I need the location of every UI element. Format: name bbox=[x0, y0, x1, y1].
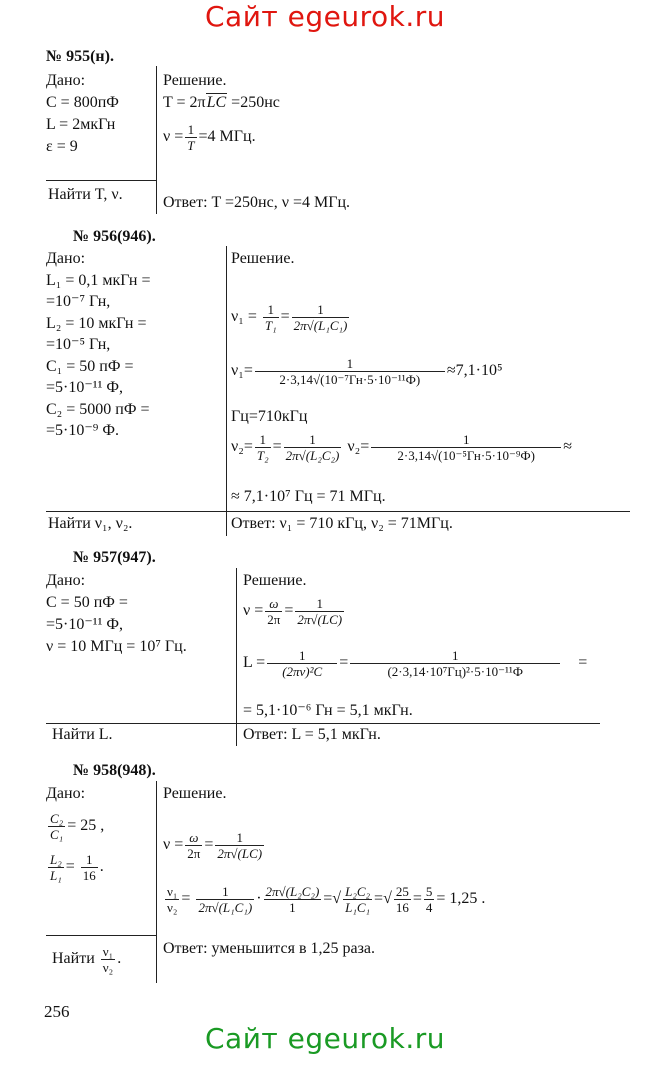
problem-956-line-3: Гц=710кГц bbox=[231, 408, 308, 425]
site-footer[interactable]: Сайт egeurok.ru bbox=[205, 1022, 445, 1055]
problem-958-find: Найти $\frac{\text{ν₁}}{\text{ν₂}}$ . bbox=[52, 944, 122, 975]
problem-955-answer: Ответ: T =250нс, ν =4 МГц. bbox=[163, 194, 351, 211]
given-label: Дано: bbox=[46, 72, 86, 89]
problem-957-line-2: L = $\frac{1}{\text{(2πν)²C}}$ = 1 (2·3,14·10⁷Гц)²·5·10⁻¹¹Ф = bbox=[243, 648, 588, 679]
problem-957-number: № 957(947). bbox=[73, 549, 156, 566]
divider-vertical bbox=[156, 781, 157, 983]
solution-label: Решение. bbox=[163, 72, 227, 89]
solution-label: Решение. bbox=[163, 785, 227, 802]
given-line: C₁ = 50 пФ = bbox=[46, 357, 134, 375]
problem-958-line-1: ν = $\frac{\omega}{2\pi}$ = $\frac{1}{2\pi√(LC)}$ bbox=[163, 830, 263, 861]
problem-956-answer: Ответ: ν₁ = 710 кГц, ν₂ = 71МГц. bbox=[231, 515, 453, 532]
problem-958-given bbox=[46, 783, 104, 883]
problem-955-find: Найти T, ν. bbox=[48, 186, 123, 203]
problem-958-number: № 958(948). bbox=[73, 762, 156, 779]
problem-956-number: № 956(946). bbox=[73, 228, 156, 245]
problem-958-answer: Ответ: уменьшится в 1,25 раза. bbox=[163, 940, 376, 957]
problem-956-line-2: ν₁= 1 2·3,14√(10⁻⁷Гн·5·10⁻¹¹Ф) ≈7,1·10⁵ bbox=[231, 356, 503, 387]
problem-957-given bbox=[46, 570, 187, 658]
given-line: =5·10⁻¹¹ Ф, bbox=[46, 379, 124, 396]
given-line: L = 2мкГн bbox=[46, 116, 116, 133]
problem-957-answer: Ответ: L = 5,1 мкГн. bbox=[243, 726, 381, 743]
problem-958-line-2: $\frac{\text{ν₁}}{\text{ν₂}}$ = $\frac{1}{\text{2π√(L₁C₁)}}$ · $\frac{\text{2π√(L₂C₂)}}{1}$ =√ $\frac{\text{L₂C₂}}{\text{L₁C₁}}$ =√ $\frac{25}{16}$ = $\frac{5}{4}$ = 1,25 . bbox=[167, 884, 486, 915]
given-line: =5·10⁻¹¹ Ф, bbox=[46, 616, 124, 633]
problem-956-find: Найти ν₁, ν₂. bbox=[48, 515, 133, 532]
divider-vertical bbox=[156, 66, 157, 214]
divider-horizontal bbox=[46, 723, 600, 724]
problem-956-line-4: ν₂= $\frac{1}{\text{T₂}}$ = $\frac{1}{\text{2π√(L₂C₂)}}$ ν₂= 1 2·3,14√(10⁻⁵Гн·5·10⁻⁹Ф) ≈ bbox=[231, 432, 572, 463]
problem-955-formula-frequency: ν = $\frac{1}{T}$ =4 МГц. bbox=[163, 122, 256, 153]
problem-957-find: Найти L. bbox=[52, 726, 113, 743]
given-line: =10⁻⁷ Гн, bbox=[46, 293, 111, 310]
given-line: ε = 9 bbox=[46, 138, 78, 155]
solution-label: Решение. bbox=[231, 250, 295, 267]
given-ratio-inductance: $\frac{\text{L₂}}{\text{L₁}}$ = $\frac{1}{16}$ . bbox=[50, 852, 104, 883]
given-label: Дано: bbox=[46, 572, 86, 589]
problem-957-line-1: ν = $\frac{\omega}{2\pi}$ = $\frac{1}{2\pi√(LC)}$ bbox=[243, 596, 343, 627]
solution-label: Решение. bbox=[243, 572, 307, 589]
given-line: L₂ = 10 мкГн = bbox=[46, 314, 147, 332]
given-line: C = 50 пФ = bbox=[46, 594, 128, 611]
problem-955-formula-period: T = 2πLC =250нс bbox=[163, 94, 280, 111]
given-line: ν = 10 МГц = 10⁷ Гц. bbox=[46, 638, 187, 655]
given-line: C = 800пФ bbox=[46, 94, 119, 111]
divider-vertical bbox=[236, 568, 237, 746]
problem-957-line-3: = 5,1·10⁻⁶ Гн = 5,1 мкГн. bbox=[243, 702, 413, 719]
given-line: =10⁻⁵ Гн, bbox=[46, 336, 111, 353]
problem-955-given bbox=[46, 70, 119, 158]
given-line: =5·10⁻⁹ Ф. bbox=[46, 422, 120, 439]
given-ratio-capacitance: $\frac{\text{C₂}}{\text{C₁}}$ = 25 , bbox=[50, 811, 105, 842]
divider-horizontal bbox=[46, 935, 156, 936]
problem-956-line-5: ≈ 7,1·10⁷ Гц = 71 МГц. bbox=[231, 488, 386, 505]
problem-955-number: № 955(н). bbox=[46, 48, 114, 65]
divider-horizontal bbox=[46, 511, 630, 512]
given-label: Дано: bbox=[46, 250, 86, 267]
given-line: C₂ = 5000 пФ = bbox=[46, 400, 150, 418]
divider-horizontal bbox=[46, 180, 156, 181]
problem-956-given bbox=[46, 248, 151, 442]
given-label: Дано: bbox=[46, 785, 86, 802]
divider-vertical bbox=[226, 246, 227, 536]
site-header[interactable]: Сайт egeurok.ru bbox=[205, 0, 445, 33]
page-number: 256 bbox=[44, 1002, 70, 1021]
given-line: L₁ = 0,1 мкГн = bbox=[46, 271, 151, 289]
problem-956-line-1: ν₁ = $\frac{1}{\text{T₁}}$ = $\frac{1}{\text{2π√(L₁C₁)}}$ bbox=[231, 302, 348, 333]
